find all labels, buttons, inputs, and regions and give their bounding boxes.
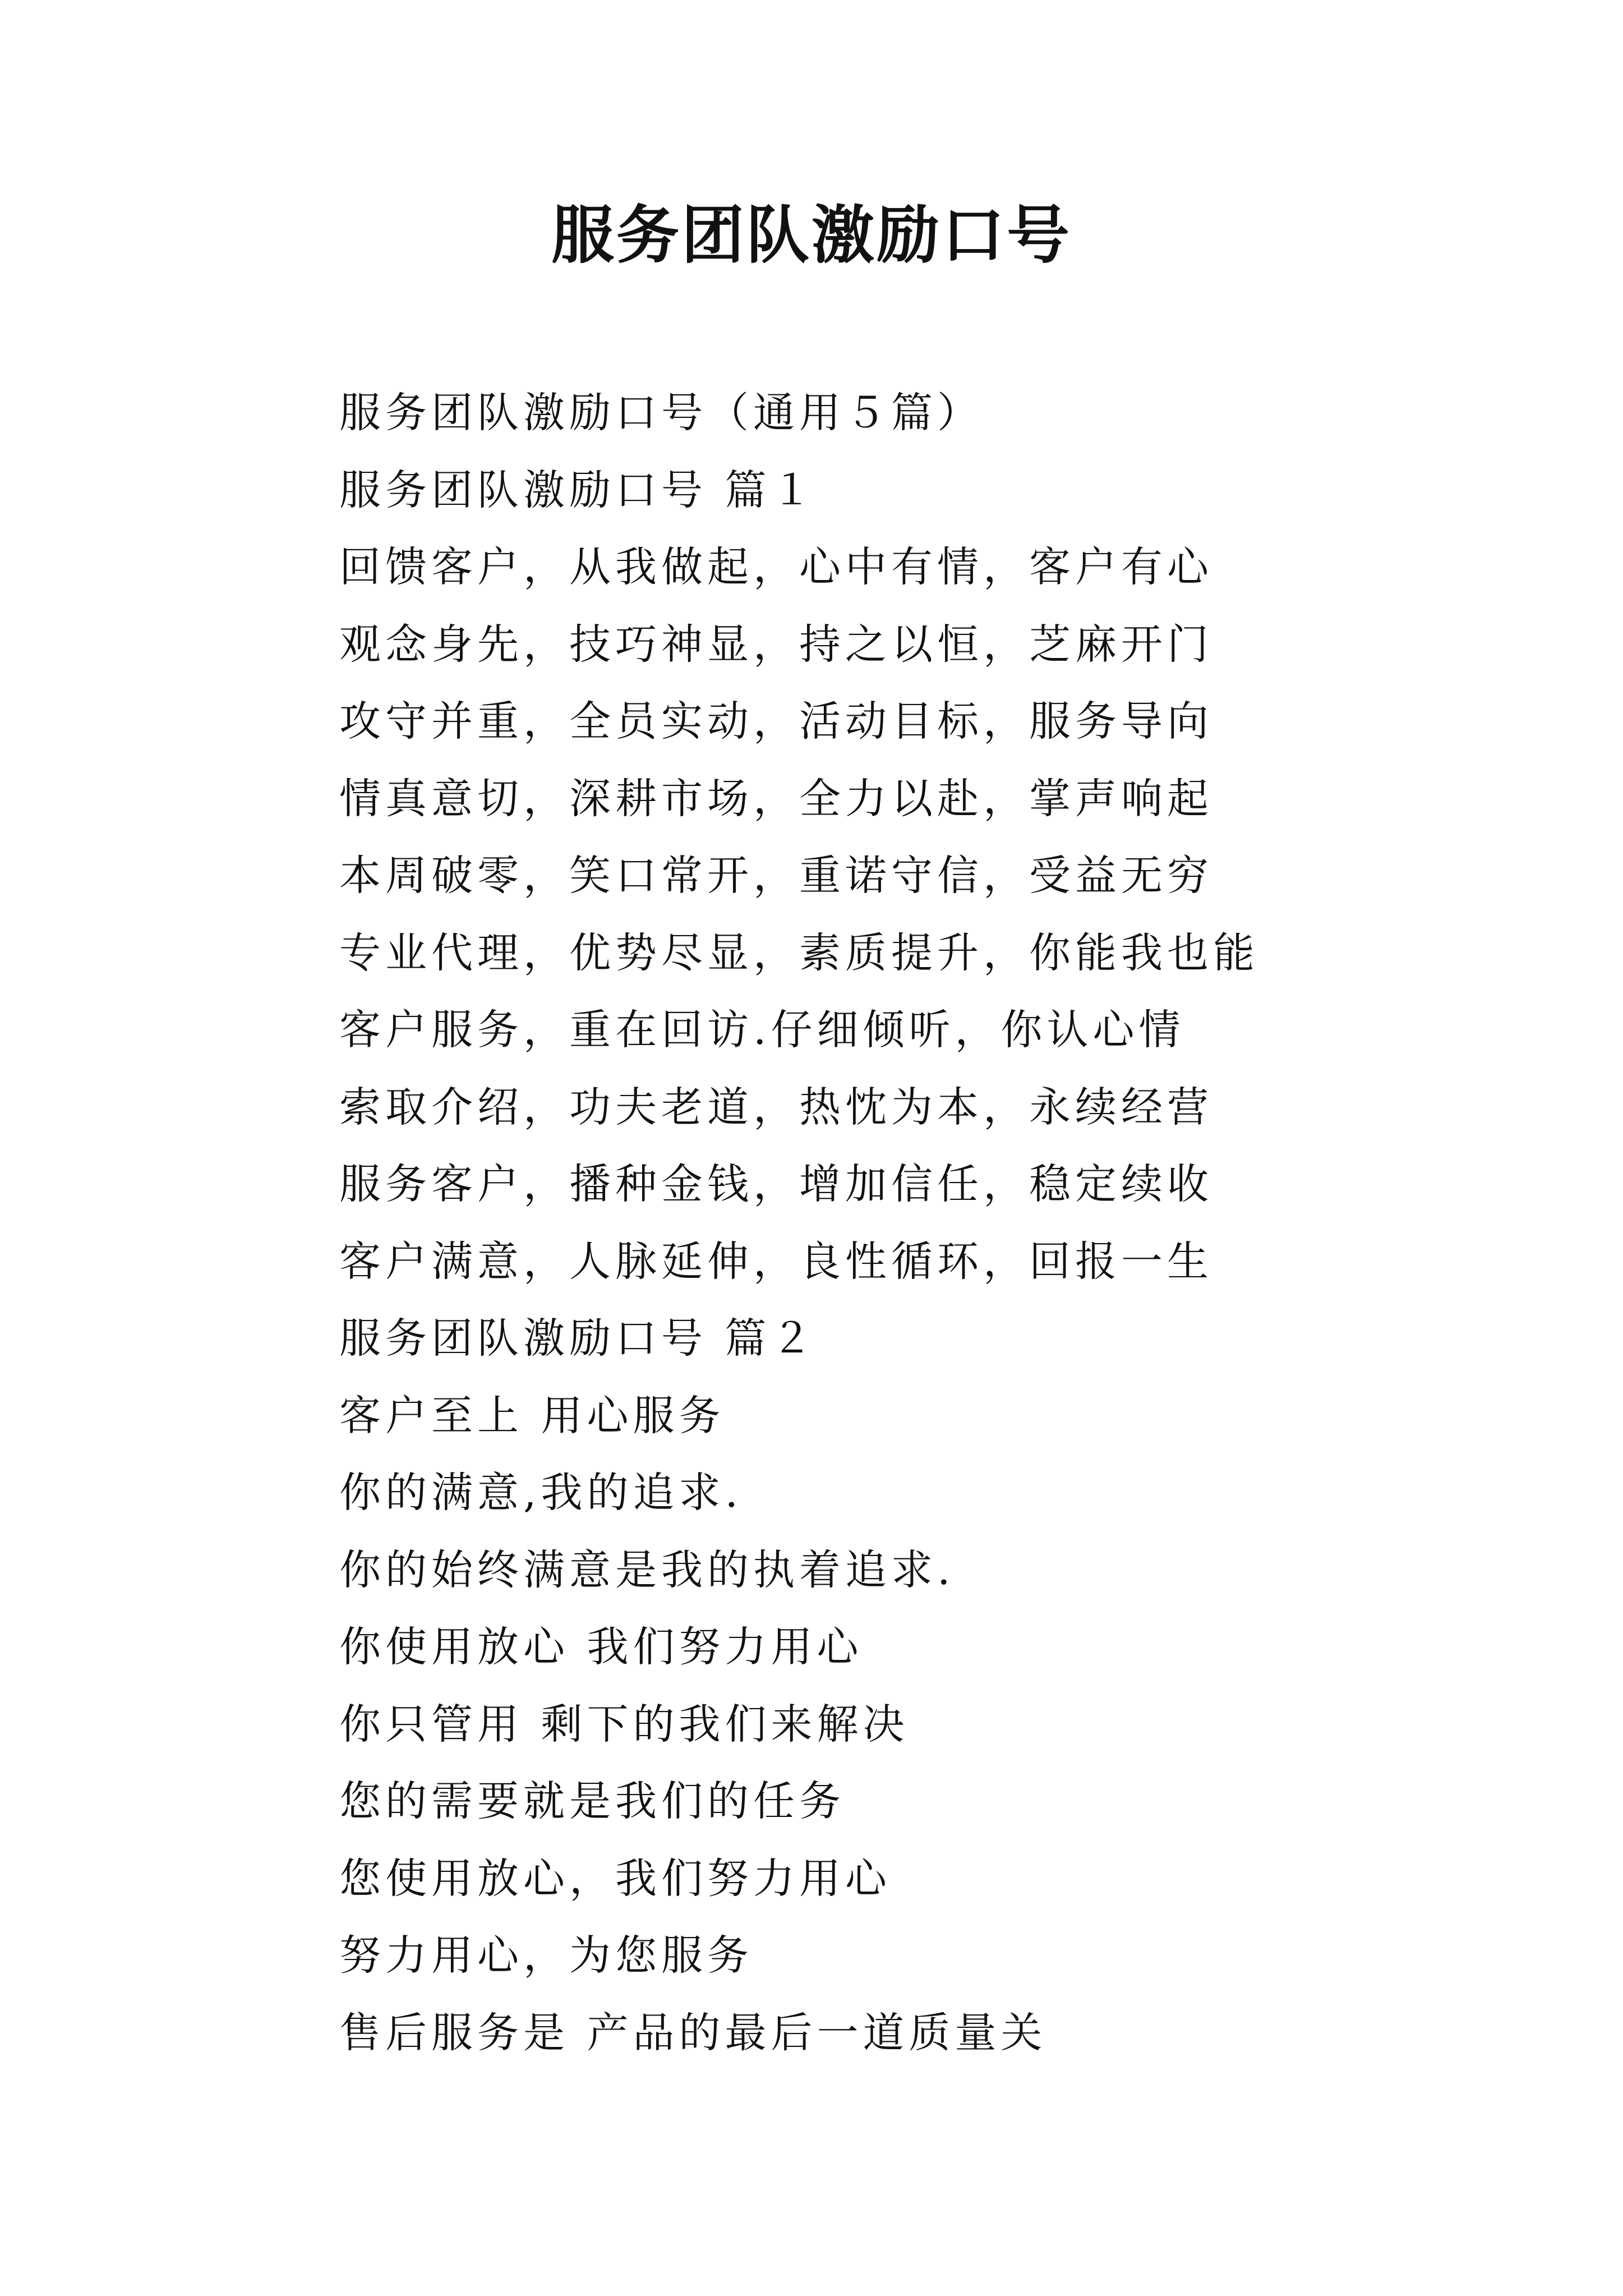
document-line: 专业代理，优势尽显，素质提升，你能我也能 <box>339 928 1259 977</box>
document-line: 情真意切，深耕市场，全力以赴，掌声响起 <box>339 774 1213 823</box>
document-line: 服务团队激励口号 篇２ <box>339 1314 817 1363</box>
document-title: 服务团队激励口号 <box>551 199 1072 272</box>
document-body <box>339 375 1573 2072</box>
document-line: 观念身先，技巧神显，持之以恒，芝麻开门 <box>339 620 1213 669</box>
document-line: 你只管用 剩下的我们来解决 <box>339 1700 909 1749</box>
document-line: 回馈客户，从我做起，心中有情，客户有心 <box>339 543 1213 591</box>
document-line: 您使用放心，我们努力用心 <box>339 1854 891 1903</box>
document-line: 售后服务是 产品的最后一道质量关 <box>339 2008 1047 2057</box>
document-line: 服务客户，播种金钱，增加信任，稳定续收 <box>339 1160 1213 1208</box>
document-line: 客户至上 用心服务 <box>339 1391 725 1440</box>
document-line: 努力用心，为您服务 <box>339 1931 753 1980</box>
document-line: 你的满意,我的追求. <box>339 1469 743 1517</box>
document-line: 您的需要就是我们的任务 <box>339 1777 845 1825</box>
document-line: 服务团队激励口号 篇１ <box>339 466 817 514</box>
document-line: 本周破零，笑口常开，重诺守信，受益无穷 <box>339 852 1213 900</box>
document-line: 你的始终满意是我的执着追求. <box>339 1545 955 1594</box>
document-line: 客户满意，人脉延伸，良性循环，回报一生 <box>339 1237 1213 1286</box>
document-line: 攻守并重，全员实动，活动目标，服务导向 <box>339 697 1213 746</box>
document-line: 客户服务，重在回访.仔细倾听，你认心情 <box>339 1006 1185 1054</box>
document-line: 索取介绍，功夫老道，热忱为本，永续经营 <box>339 1083 1213 1131</box>
document-line: 服务团队激励口号（通用５篇） <box>339 389 983 437</box>
document-line: 你使用放心 我们努力用心 <box>339 1623 863 1671</box>
